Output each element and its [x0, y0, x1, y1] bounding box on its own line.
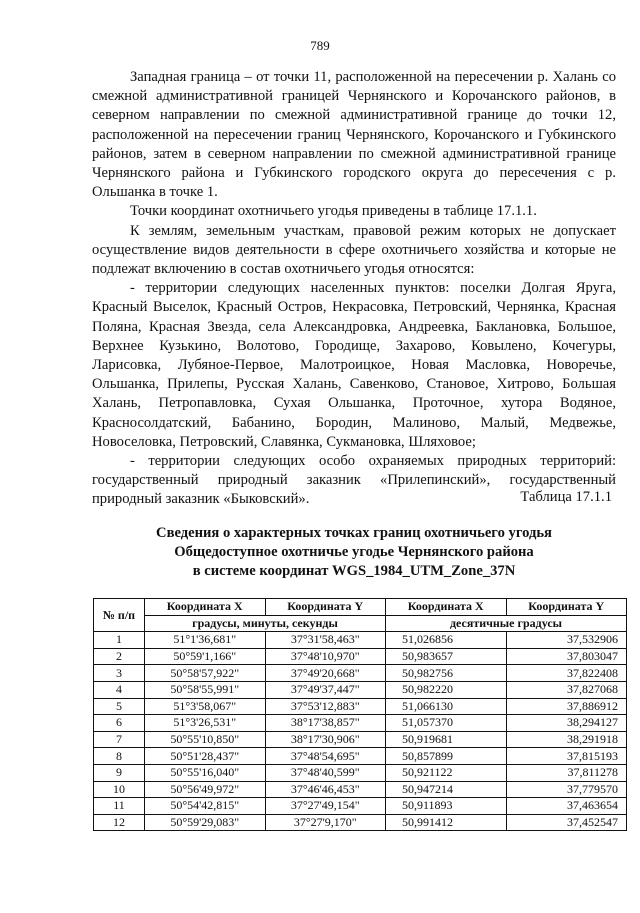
cell-y-dms: 37°49'37,447" — [265, 681, 386, 698]
cell-y-dms: 37°48'10,970" — [265, 648, 386, 665]
cell-x-dms: 50°58'57,922" — [145, 665, 266, 682]
cell-x-dms: 50°56'49,972" — [145, 781, 266, 798]
table-header-row — [94, 599, 627, 616]
cell-y-decimal: 37,886912 — [506, 698, 627, 715]
header-y-dec: Координата Y — [506, 599, 627, 616]
cell-y-decimal: 37,779570 — [506, 781, 627, 798]
cell-y-dms: 37°53'12,883" — [265, 698, 386, 715]
paragraph-settlements: - территории следующих населенных пунктов: поселки Долгая Яруга, Красный Выселок, Красный Остров, Некрасовка, Петровский, Чернянка, Красная Поляна, Красная Звезда, села Александровка, Андреевка, Баклановка, Большое, Верхнее Кузькино, Волотово, Городище, Захарово, Ковылено, Кочегуры, Ларисовка, Лубяное-Первое, Малотроицкое, Новая Масловка, Новоречье, Ольшанка, Прилепы, Русская Халань, Савенково, Становое, Хитрово, Большая Халань, Петропавловка, Сухая Ольшанка, Проточное, хутора Водяное, Красносолдатский, Бабанино, Бородин, Малиново, Малый, Медвежье, Новоселовка, Петровский, Славянка, Сукмановка, Шляховое; — [92, 280, 616, 450]
subheader-decimal: десятичные градусы — [386, 615, 627, 632]
cell-number: 3 — [94, 665, 145, 682]
cell-x-decimal: 50,982756 — [386, 665, 507, 682]
heading-line-2: Общедоступное охотничье угодье Чернянского района — [174, 544, 534, 560]
cell-x-decimal: 50,921122 — [386, 764, 507, 781]
cell-x-decimal: 51,057370 — [386, 715, 507, 732]
cell-number: 5 — [94, 698, 145, 715]
table-subheader-row — [94, 615, 627, 632]
cell-y-dms: 37°48'54,695" — [265, 748, 386, 765]
cell-y-dms: 38°17'38,857" — [265, 715, 386, 732]
table-row — [94, 781, 627, 798]
table-row — [94, 698, 627, 715]
table-body — [94, 632, 627, 831]
cell-y-dms: 37°27'9,170" — [265, 814, 386, 831]
cell-x-decimal: 50,991412 — [386, 814, 507, 831]
cell-x-decimal: 51,066130 — [386, 698, 507, 715]
cell-y-decimal: 37,815193 — [506, 748, 627, 765]
cell-number: 1 — [94, 632, 145, 649]
cell-number: 6 — [94, 715, 145, 732]
cell-x-dms: 50°59'29,083" — [145, 814, 266, 831]
cell-x-decimal: 50,947214 — [386, 781, 507, 798]
table-caption: Таблица 17.1.1 — [520, 489, 612, 505]
cell-y-dms: 37°48'40,599" — [265, 764, 386, 781]
cell-x-dms: 51°1'36,681" — [145, 632, 266, 649]
cell-number: 10 — [94, 781, 145, 798]
cell-y-decimal: 37,463654 — [506, 798, 627, 815]
cell-y-dms: 37°46'46,453" — [265, 781, 386, 798]
cell-x-dms: 51°3'58,067" — [145, 698, 266, 715]
cell-y-dms: 37°49'20,668" — [265, 665, 386, 682]
subheader-dms: градусы, минуты, секунды — [145, 615, 386, 632]
cell-y-dms: 38°17'30,906" — [265, 731, 386, 748]
header-y-dms: Координата Y — [265, 599, 386, 616]
cell-number: 9 — [94, 764, 145, 781]
paragraph-coordinates-reference: Точки координат охотничьего угодья приведены в таблице 17.1.1. — [130, 203, 537, 220]
cell-x-decimal: 50,857899 — [386, 748, 507, 765]
table-row — [94, 731, 627, 748]
cell-y-decimal: 37,452547 — [506, 814, 627, 831]
cell-y-decimal: 38,291918 — [506, 731, 627, 748]
paragraph-protected-areas: - территории следующих особо охраняемых природных территорий: государственный природный заказник «Прилепинский», государственный природный заказник «Быковский». — [92, 453, 616, 508]
table-row — [94, 798, 627, 815]
table-row — [94, 632, 627, 649]
body-text — [92, 68, 616, 510]
cell-y-dms: 37°31'58,463" — [265, 632, 386, 649]
cell-y-decimal: 37,822408 — [506, 665, 627, 682]
cell-x-decimal: 50,911893 — [386, 798, 507, 815]
header-number: № п/п — [94, 599, 145, 632]
heading-line-3: в системе координат WGS_1984_UTM_Zone_37N — [192, 563, 516, 579]
cell-y-dms: 37°27'49,154" — [265, 798, 386, 815]
cell-x-decimal: 51,026856 — [386, 632, 507, 649]
table-heading — [92, 524, 616, 581]
table-row — [94, 748, 627, 765]
page-number: 789 — [310, 38, 330, 53]
cell-y-decimal: 37,811278 — [506, 764, 627, 781]
cell-x-dms: 50°54'42,815" — [145, 798, 266, 815]
coordinates-table — [93, 598, 627, 831]
cell-number: 8 — [94, 748, 145, 765]
cell-x-dms: 50°55'16,040" — [145, 764, 266, 781]
cell-x-decimal: 50,982220 — [386, 681, 507, 698]
cell-y-decimal: 37,803047 — [506, 648, 627, 665]
header-x-dms: Координата X — [145, 599, 266, 616]
cell-number: 2 — [94, 648, 145, 665]
table-row — [94, 681, 627, 698]
table-row — [94, 814, 627, 831]
cell-y-decimal: 38,294127 — [506, 715, 627, 732]
cell-x-dms: 50°51'28,437" — [145, 748, 266, 765]
cell-x-decimal: 50,983657 — [386, 648, 507, 665]
header-x-dec: Координата X — [386, 599, 507, 616]
table-row — [94, 648, 627, 665]
table-row — [94, 715, 627, 732]
cell-y-decimal: 37,532906 — [506, 632, 627, 649]
cell-x-dms: 50°59'1,166" — [145, 648, 266, 665]
cell-x-dms: 50°55'10,850" — [145, 731, 266, 748]
cell-x-dms: 50°58'55,991" — [145, 681, 266, 698]
cell-x-decimal: 50,919681 — [386, 731, 507, 748]
table-row — [94, 764, 627, 781]
paragraph-western-border: Западная граница – от точки 11, расположенной на пересечении р. Халань со смежной административной границей Чернянского и Корочанского районов, в северном направлении по смежной административной границе до точки 12, расположенной на пересечении границ Чернянского, Корочанского и Губкинского районов, затем в северном направлении по смежной административной границе Чернянского района и Губкинского городского округа до пересечения с р. Ольшанка в точке 1. — [92, 69, 616, 201]
cell-y-decimal: 37,827068 — [506, 681, 627, 698]
cell-number: 11 — [94, 798, 145, 815]
cell-x-dms: 51°3'26,531" — [145, 715, 266, 732]
cell-number: 12 — [94, 814, 145, 831]
paragraph-excluded-lands: К землям, земельным участкам, правовой режим которых не допускает осуществление видов деятельности в сфере охотничьего хозяйства и которые не подлежат включению в состав охотничьего угодья относятся: — [92, 222, 616, 278]
cell-number: 7 — [94, 731, 145, 748]
heading-line-1: Сведения о характерных точках границ охотничьего угодья — [156, 525, 552, 541]
table-row — [94, 665, 627, 682]
cell-number: 4 — [94, 681, 145, 698]
